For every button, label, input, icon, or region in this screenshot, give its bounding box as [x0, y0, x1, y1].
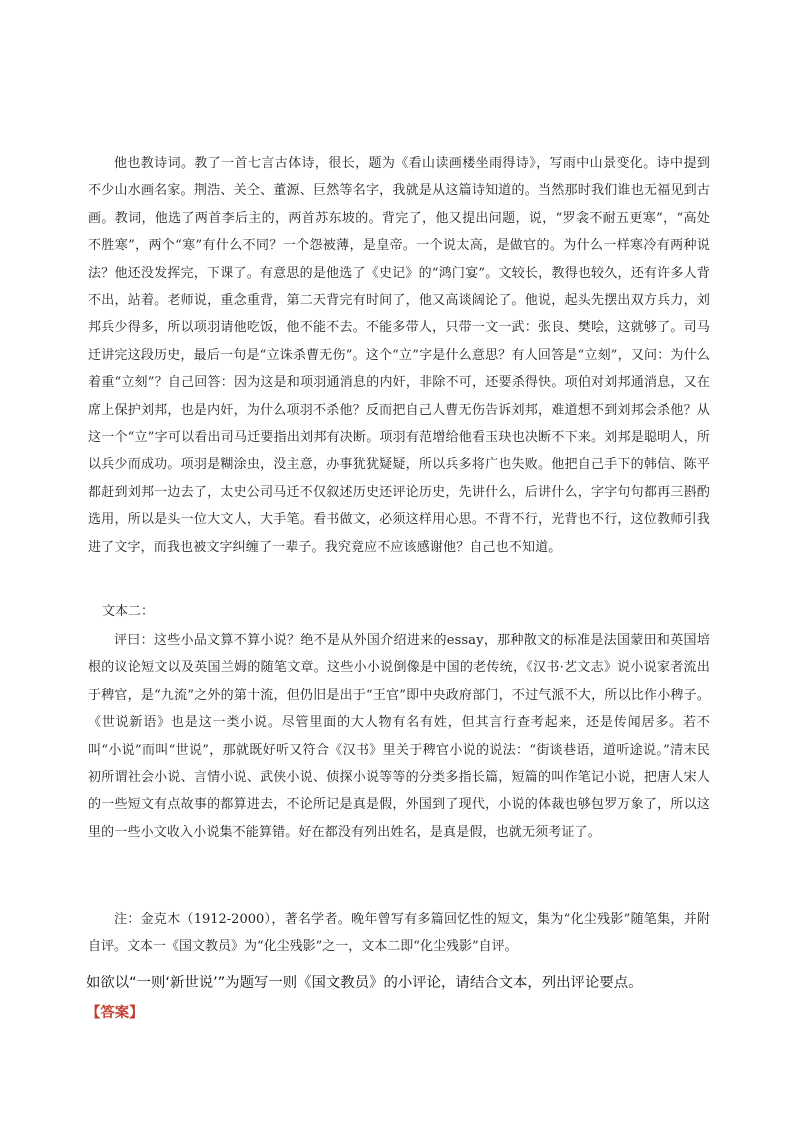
answer-label: 【答案】	[86, 1005, 144, 1021]
text-one-paragraph: 他也教诗词。教了一首七言古体诗，很长，题为《看山读画楼坐雨得诗》，写雨中山景变化。诗中提到不少山水画名家。荆浩、关仝、董源、巨然等名字，我就是从这篇诗知道的。当然那时我们谁也无福见到古画。教词，他选了两首李后主的，两首苏东坡的。背完了，他又提出问题，说，“罗衾不耐五更寒”，“高处不胜寒”，两个“寒”有什么不同？一个怨被薄，是皇帝。一个说太高，是做官的。为什么一样寒冷有两种说法？他还没发挥完，下课了。有意思的是他选了《史记》的“鸿门宴”。文较长，教得也较久，还有许多人背不出，站着。老师说，重念重背，第二天背完有时间了，他又高谈阔论了。他说，起头先摆出双方兵力，刘邦兵少得多，所以项羽请他吃饭，他不能不去。不能多带人，只带一文一武：张良、樊哙，这就够了。司马迁讲完这段历史，最后一句是“立诛杀曹无伤”。这个“立”字是什么意思？有人回答是“立刻”，又问：为什么着重“立刻”？自己回答：因为这是和项羽通消息的内奸，非除不可，还要杀得快。项伯对刘邦通消息，又在席上保护刘邦，也是内奸，为什么项羽不杀他？反而把自己人曹无伤告诉刘邦，难道想不到刘邦会杀他？从这一个“立”字可以看出司马迁要指出刘邦有决断。项羽有范增给他看玉玦也决断不下来。刘邦是聪明人，所以兵少而成功。项羽是糊涂虫，没主意，办事犹犹疑疑，所以兵多将广也失败。他把自己手下的韩信、陈平都赶到刘邦一边去了，太史公司马迁不仅叙述历史还评论历史，先讲什么，后讲什么，字字句句都再三斟酌选用，所以是头一位大文人，大手笔。看书做文，必须这样用心思。不背不行，光背也不行，这位教师引我进了文字，而我也被文字纠缠了一辈子。我究竟应不应该感谢他？自己也不知道。	[88, 156, 710, 555]
question-text: 如欲以“一则‘新世说’”为题写一则《国文教员》的小评论，请结合文本，列出评论要点。	[86, 975, 643, 991]
text-two-paragraph: 评曰：这些小品文算不算小说？绝不是从外国介绍进来的essay，那种散文的标准是法国蒙田和英国培根的议论短文以及英国兰姆的随笔文章。这些小小说倒像是中国的老传统，《汉书·艺文志》说小说家者流出于稗官，是“九流”之外的第十流，但仍旧是出于“王官”即中央政府部门，不过气派不大，所以比作小稗子。《世说新语》也是这一类小说。尽管里面的大人物有名有姓，但其言行查考起来，还是传闻居多。若不叫“小说”而叫“世说”，那就既好听又符合《汉书》里关于稗官小说的说法：“街谈巷语，道听途说。”清末民初所谓社会小说、言情小说、武侠小说、侦探小说等等的分类多指长篇，短篇的叫作笔记小说，把唐人宋人的一些短文有点故事的都算进去，不论所记是真是假，外国到了现代，小说的体裁也够包罗万象了，所以这里的一些小文收入小说集不能算错。好在都没有列出姓名，是真是假，也就无须考证了。	[88, 633, 710, 840]
text-two-label: 文本二：	[102, 604, 155, 619]
author-note: 注：金克木（1912-2000），著名学者。晚年曾写有多篇回忆性的短文，集为“化尘残影”随笔集，并附自评。文本一《国文教员》为“化尘残影”之一，文本二即“化尘残影”自评。	[88, 912, 710, 954]
